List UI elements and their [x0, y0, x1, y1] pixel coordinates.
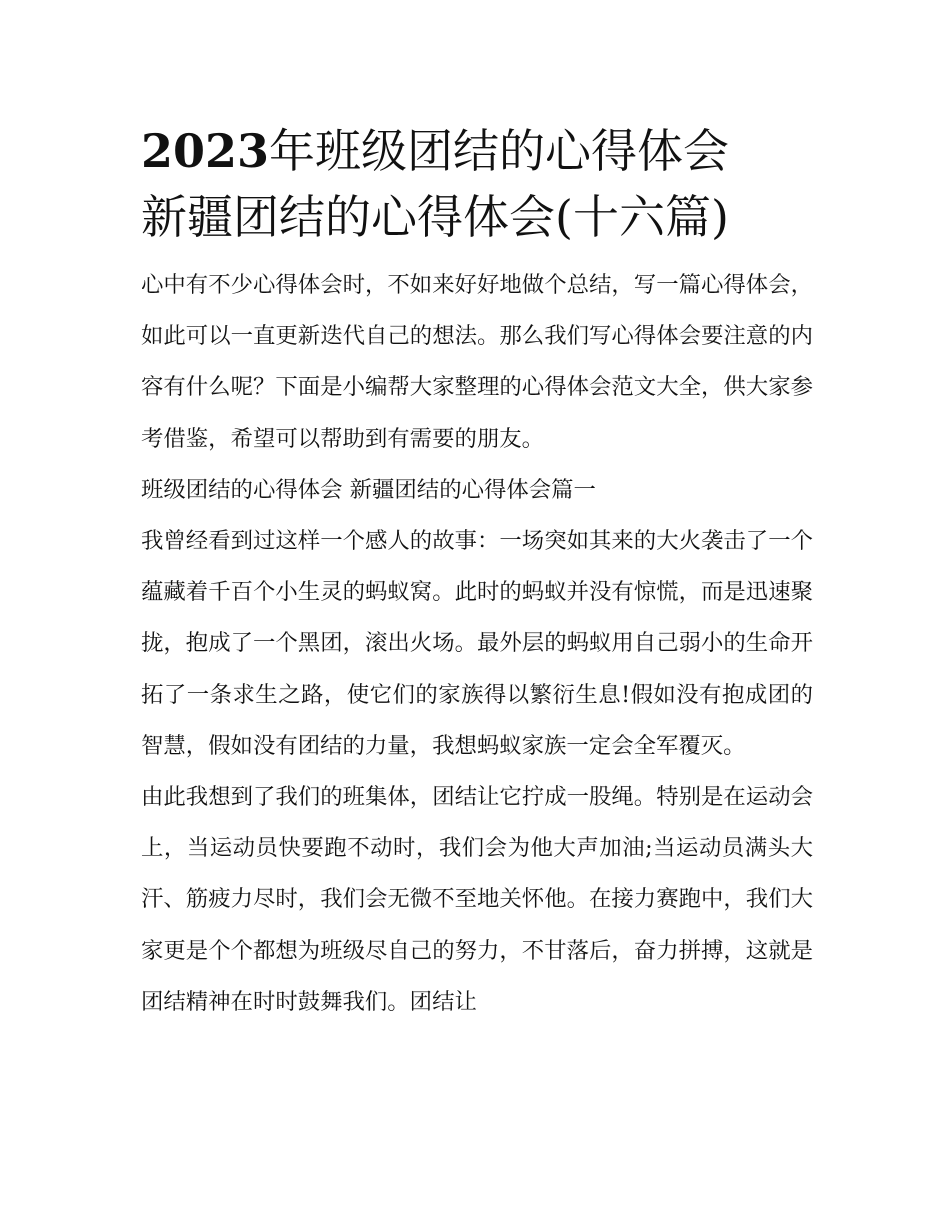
document-body — [141, 260, 813, 1028]
story-paragraph: 我曾经看到过这样一个感人的故事：一场突如其来的大火袭击了一个蕴藏着千百个小生灵的蚂蚁窝。此时的蚂蚁并没有惊慌，而是迅速聚拢，抱成了一个黑团，滚出火场。最外层的蚂蚁用自己弱小的生命开拓了一条求生之路，使它们的家族得以繁衍生息!假如没有抱成团的智慧，假如没有团结的力量，我想蚂蚁家族一定会全军覆灭。 — [141, 528, 813, 759]
class-paragraph: 由此我想到了我们的班集体，团结让它拧成一股绳。特别是在运动会上，当运动员快要跑不动时，我们会为他大声加油;当运动员满头大汗、筋疲力尽时，我们会无微不至地关怀他。在接力赛跑中，我们大家更是个个都想为班级尽自己的努力，不甘落后，奋力拼搏，这就是团结精神在时时鼓舞我们。团结让 — [141, 784, 813, 1015]
intro-paragraph: 心中有不少心得体会时，不如来好好地做个总结，写一篇心得体会，如此可以一直更新迭代自己的想法。那么我们写心得体会要注意的内容有什么呢？下面是小编帮大家整理的心得体会范文大全，供大家参考借鉴，希望可以帮助到有需要的朋友。 — [141, 272, 813, 452]
title-line-1-text: 年班级团结的心得体会 — [269, 124, 730, 178]
title-year: 2023 — [141, 124, 270, 178]
document-title — [141, 118, 813, 250]
document-content — [141, 118, 813, 1028]
title-line-1 — [141, 124, 729, 178]
section-heading: 班级团结的心得体会 新疆团结的心得体会篇一 — [141, 476, 596, 503]
title-line-2: 新疆团结的心得体会(十六篇) — [141, 190, 729, 244]
